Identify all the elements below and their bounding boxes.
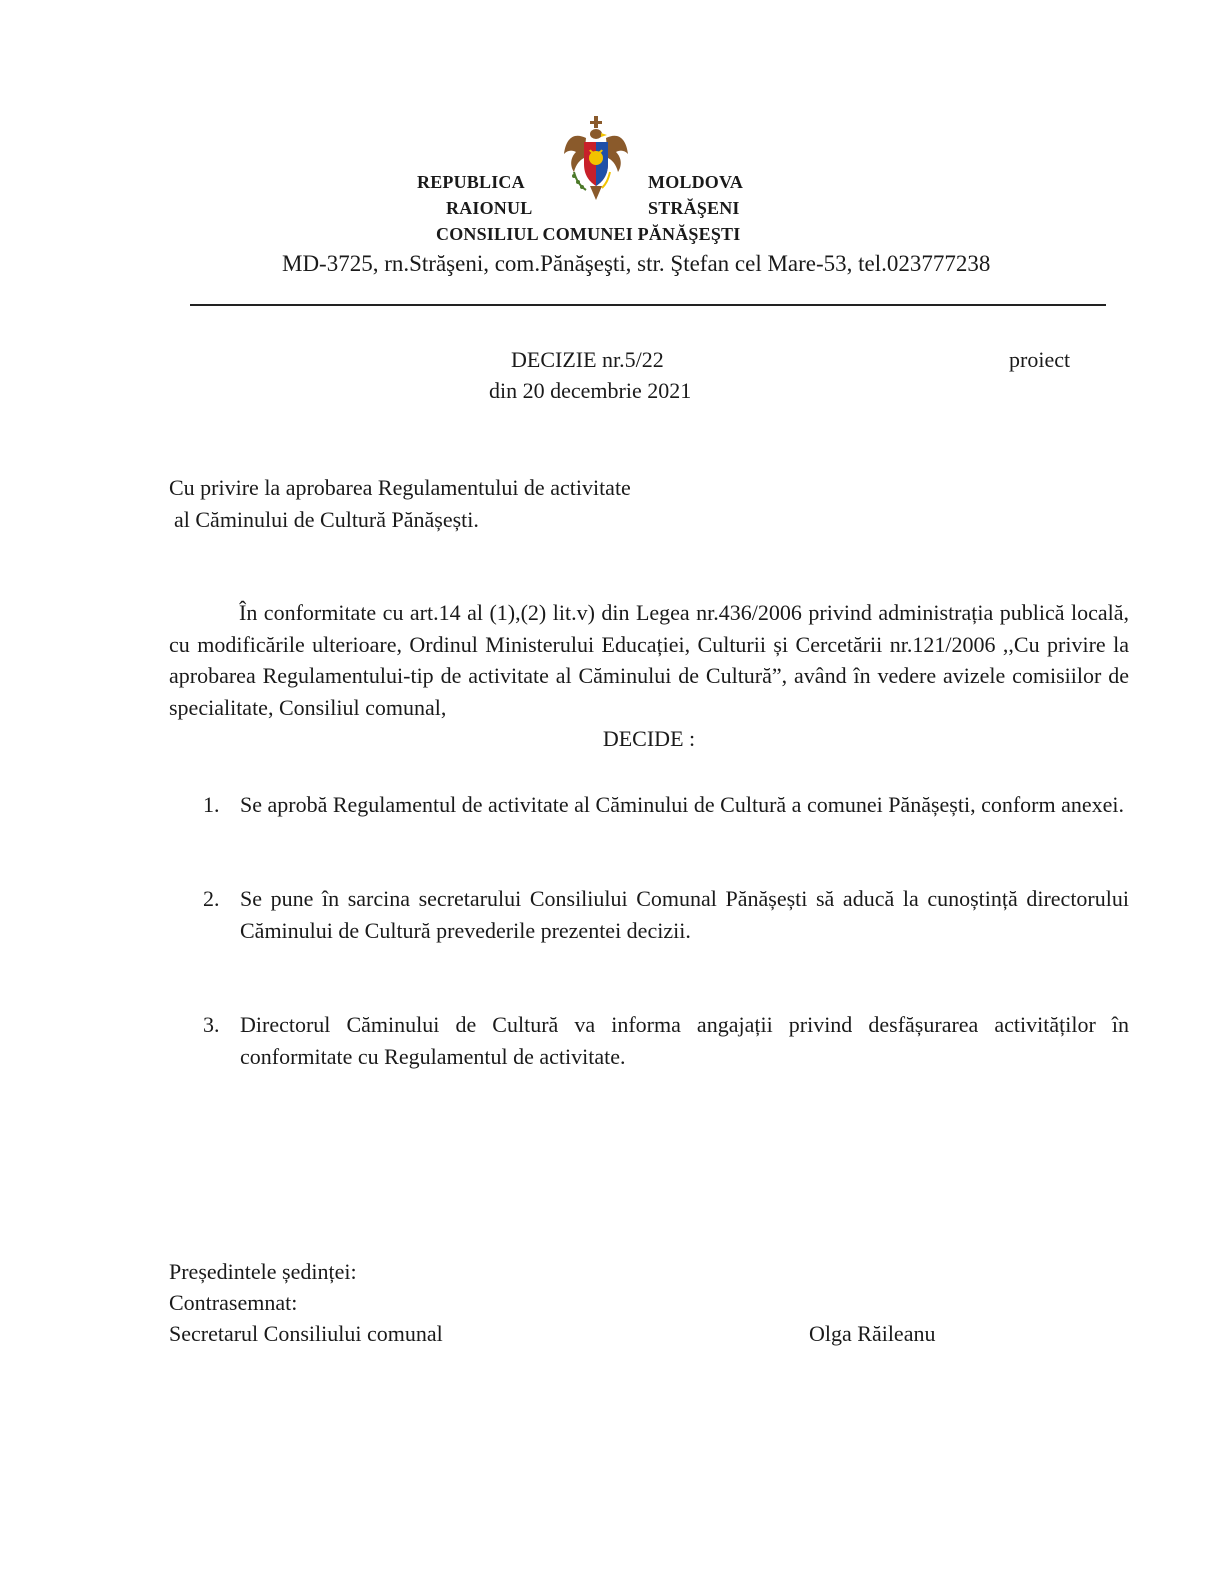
decision-date: din 20 decembrie 2021 bbox=[489, 378, 692, 403]
item-text: Se aprobă Regulamentul de activitate al Căminului de Cultură a comunei Pănășești, conform anexei. bbox=[240, 792, 1125, 817]
preamble-paragraph: În conformitate cu art.14 al (1),(2) lit.v) din Legea nr.436/2006 privind administrația publică locală, cu modificările ulterioare, Ordinul Ministerului Educației, Culturii și Cercetării nr.121/2006 ,,Cu privire la aprobarea Regulamentului-tip de activitate al Căminului de Cultură”, având în vedere avizele comisiilor de specialitate, Consiliul comunal, bbox=[169, 600, 1129, 720]
item-number: 3. bbox=[203, 1012, 220, 1037]
subject-line-1: Cu privire la aprobarea Regulamentului de activitate bbox=[169, 475, 631, 500]
header-address: MD-3725, rn.Străşeni, com.Pănăşeşti, str. Ştefan cel Mare-53, tel.023777238 bbox=[282, 251, 991, 276]
decision-item bbox=[169, 789, 1129, 821]
signature-secretary-title: Secretarul Consiliului comunal bbox=[169, 1321, 443, 1346]
header-straseni: STRĂŞENI bbox=[648, 198, 740, 218]
item-number: 2. bbox=[203, 886, 220, 911]
item-number: 1. bbox=[203, 792, 220, 817]
signature-secretary-name: Olga Răileanu bbox=[809, 1321, 936, 1346]
header-moldova: MOLDOVA bbox=[648, 172, 744, 192]
subject-line-2: al Căminului de Cultură Pănășești. bbox=[174, 507, 479, 532]
item-text: Se pune în sarcina secretarului Consiliului Comunal Pănășești să aducă la cunoștință directorului Căminului de Cultură prevederile prezentei decizii. bbox=[240, 886, 1129, 943]
decision-title: DECIZIE nr.5/22 bbox=[511, 347, 664, 372]
header-raionul: RAIONUL bbox=[446, 198, 533, 218]
item-text: Directorul Căminului de Cultură va informa angajații privind desfășurarea activităților în conformitate cu Regulamentul de activitate. bbox=[240, 1012, 1129, 1069]
signature-president: Președintele ședinței: bbox=[169, 1259, 357, 1284]
header-divider bbox=[190, 304, 1106, 306]
decision-item bbox=[169, 1009, 1129, 1072]
decision-status: proiect bbox=[1009, 347, 1071, 372]
decision-item bbox=[169, 883, 1129, 946]
coat-of-arms-icon bbox=[560, 114, 632, 206]
decide-label: DECIDE : bbox=[602, 726, 696, 751]
header-council: CONSILIUL COMUNEI PĂNĂŞEŞTI bbox=[436, 224, 741, 244]
header-republica: REPUBLICA bbox=[417, 172, 525, 192]
signature-countersigned: Contrasemnat: bbox=[169, 1290, 298, 1315]
